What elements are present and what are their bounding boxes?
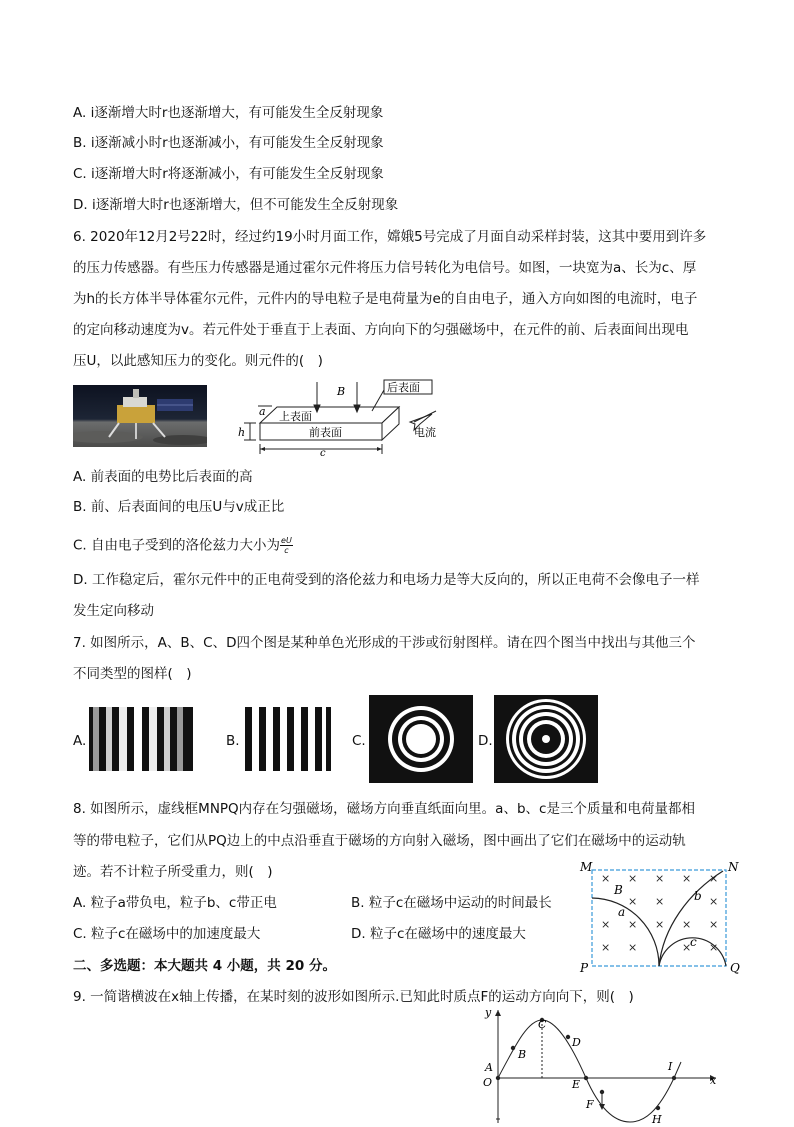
q6-line-5: 压U，以此感知压力的变化。则元件的( )	[73, 353, 323, 369]
svg-text:×: ×	[601, 872, 611, 885]
q6-option-d-cont: 发生定向移动	[73, 603, 154, 619]
svg-text:×: ×	[709, 918, 719, 931]
q7-label-c: C.	[352, 733, 366, 749]
svg-text:×: ×	[628, 895, 638, 908]
q6-option-b: B. 前、后表面间的电压U与v成正比	[73, 499, 285, 515]
svg-text:I: I	[668, 1060, 673, 1073]
svg-text:×: ×	[682, 941, 692, 954]
q7-label-a: A.	[73, 733, 87, 749]
q8-line-3: 迹。若不计粒子所受重力，则( )	[73, 864, 273, 880]
svg-text:×: ×	[709, 895, 719, 908]
label-B: B	[337, 385, 346, 398]
pattern-b-grating	[243, 707, 333, 771]
svg-text:Q: Q	[730, 961, 740, 974]
svg-text:F: F	[586, 1098, 594, 1111]
q9-line-1: 9. 一简谐横波在x轴上传播，在某时刻的波形如图所示.已知此时质点F的运动方向向下，则( )	[73, 989, 634, 1005]
svg-text:C: C	[538, 1018, 547, 1031]
label-a: a	[259, 405, 266, 418]
svg-text:c: c	[690, 935, 697, 949]
section-multiple-choice: 二、多选题：本大题共 4 小题，共 20 分。	[73, 958, 336, 974]
svg-text:a: a	[618, 905, 626, 919]
lander-photo	[73, 385, 207, 447]
svg-text:E: E	[572, 1078, 581, 1091]
q8-option-d: D. 粒子c在磁场中的速度最大	[351, 926, 526, 942]
svg-text:B: B	[518, 1048, 527, 1061]
q6-option-d: D. 工作稳定后，霍尔元件中的正电荷受到的洛伦兹力和电场力是等大反向的，所以正电荷不会像电子一样	[73, 572, 700, 588]
q7-label-d: D.	[478, 733, 493, 749]
q6-option-c: C. 自由电子受到的洛伦兹力大小为 $\frac{eU}{c}$	[73, 536, 292, 555]
q5-option-c: C. i逐渐增大时r将逐渐减小，有可能发生全反射现象	[73, 166, 384, 182]
svg-text:×: ×	[709, 872, 719, 885]
label-current: 电流	[414, 426, 436, 439]
svg-text:×: ×	[628, 872, 638, 885]
q5-option-d: D. i逐渐增大时r也逐渐增大，但不可能发生全反射现象	[73, 197, 399, 213]
q6-line-1: 6. 2020年12月2号22时，经过约19小时月面工作，嫦娥5号完成了月面自动采样封装，这其中要用到许多	[73, 229, 707, 245]
svg-text:×: ×	[628, 941, 638, 954]
label-top: 上表面	[279, 410, 312, 423]
svg-text:N: N	[728, 860, 739, 874]
q8-option-b: B. 粒子c在磁场中运动的时间最长	[351, 895, 552, 911]
svg-text:×: ×	[655, 918, 665, 931]
svg-text:x: x	[710, 1074, 717, 1087]
q6-option-a: A. 前表面的电势比后表面的高	[73, 469, 253, 485]
svg-text:y: y	[485, 1006, 492, 1019]
svg-text:×: ×	[601, 918, 611, 931]
svg-text:×: ×	[655, 895, 665, 908]
q5-option-a: A. i逐渐增大时r也逐渐增大，有可能发生全反射现象	[73, 105, 384, 121]
svg-text:×: ×	[601, 941, 611, 954]
q7-line-1: 7. 如图所示，A、B、C、D四个图是某种单色光形成的干涉或衍射图样。请在四个图当中找出与其他三个	[73, 635, 696, 651]
label-front: 前表面	[309, 426, 342, 439]
label-back: 后表面	[387, 381, 420, 394]
svg-text:B: B	[614, 883, 623, 897]
svg-text:M: M	[580, 860, 593, 874]
q8-line-1: 8. 如图所示，虚线框MNPQ内存在匀强磁场，磁场方向垂直纸面向里。a、b、c是三个质量和电荷量都相	[73, 801, 695, 817]
q6-line-4: 的定向移动速度为v。若元件处于垂直于上表面、方向向下的匀强磁场中，在元件的前、后表面间出现电	[73, 322, 689, 338]
q7-label-b: B.	[226, 733, 240, 749]
q6-line-2: 的压力传感器。有些压力传感器是通过霍尔元件将压力信号转化为电信号。如图，一块宽为a、长为c、厚	[73, 260, 697, 276]
label-h: h	[238, 426, 246, 439]
q5-option-b: B. i逐渐减小时r也逐渐减小，有可能发生全反射现象	[73, 135, 384, 151]
svg-text:D: D	[572, 1036, 581, 1049]
q7-line-2: 不同类型的图样( )	[73, 666, 192, 682]
magnetic-field-diagram	[578, 858, 742, 974]
svg-text:O: O	[483, 1076, 493, 1089]
svg-text:×: ×	[628, 918, 638, 931]
svg-text:×: ×	[682, 918, 692, 931]
q6-line-3: 为h的长方体半导体霍尔元件，元件内的导电粒子是电荷量为e的自由电子，通入方向如图的电流时，电子	[73, 291, 698, 307]
pattern-d-rings	[494, 695, 598, 783]
svg-text:H: H	[652, 1113, 662, 1123]
svg-text:P: P	[580, 961, 589, 974]
svg-text:b: b	[694, 889, 702, 903]
pattern-a-double-slit	[89, 707, 193, 771]
hall-element-diagram	[232, 378, 444, 456]
svg-text:×: ×	[709, 941, 719, 954]
svg-text:×: ×	[682, 872, 692, 885]
label-c: c	[320, 448, 326, 456]
fraction-eU-over-c: $\frac{eU}{c}$	[281, 536, 292, 555]
pattern-c-rings	[369, 695, 473, 783]
svg-text:×: ×	[655, 872, 665, 885]
wave-diagram	[476, 1004, 726, 1123]
q8-option-c: C. 粒子c在磁场中的加速度最大	[73, 926, 261, 942]
svg-text:A: A	[485, 1061, 493, 1074]
q8-line-2: 等的带电粒子，它们从PQ边上的中点沿垂直于磁场的方向射入磁场，图中画出了它们在磁场中的运动轨	[73, 833, 686, 849]
q8-option-a: A. 粒子a带负电，粒子b、c带正电	[73, 895, 277, 911]
